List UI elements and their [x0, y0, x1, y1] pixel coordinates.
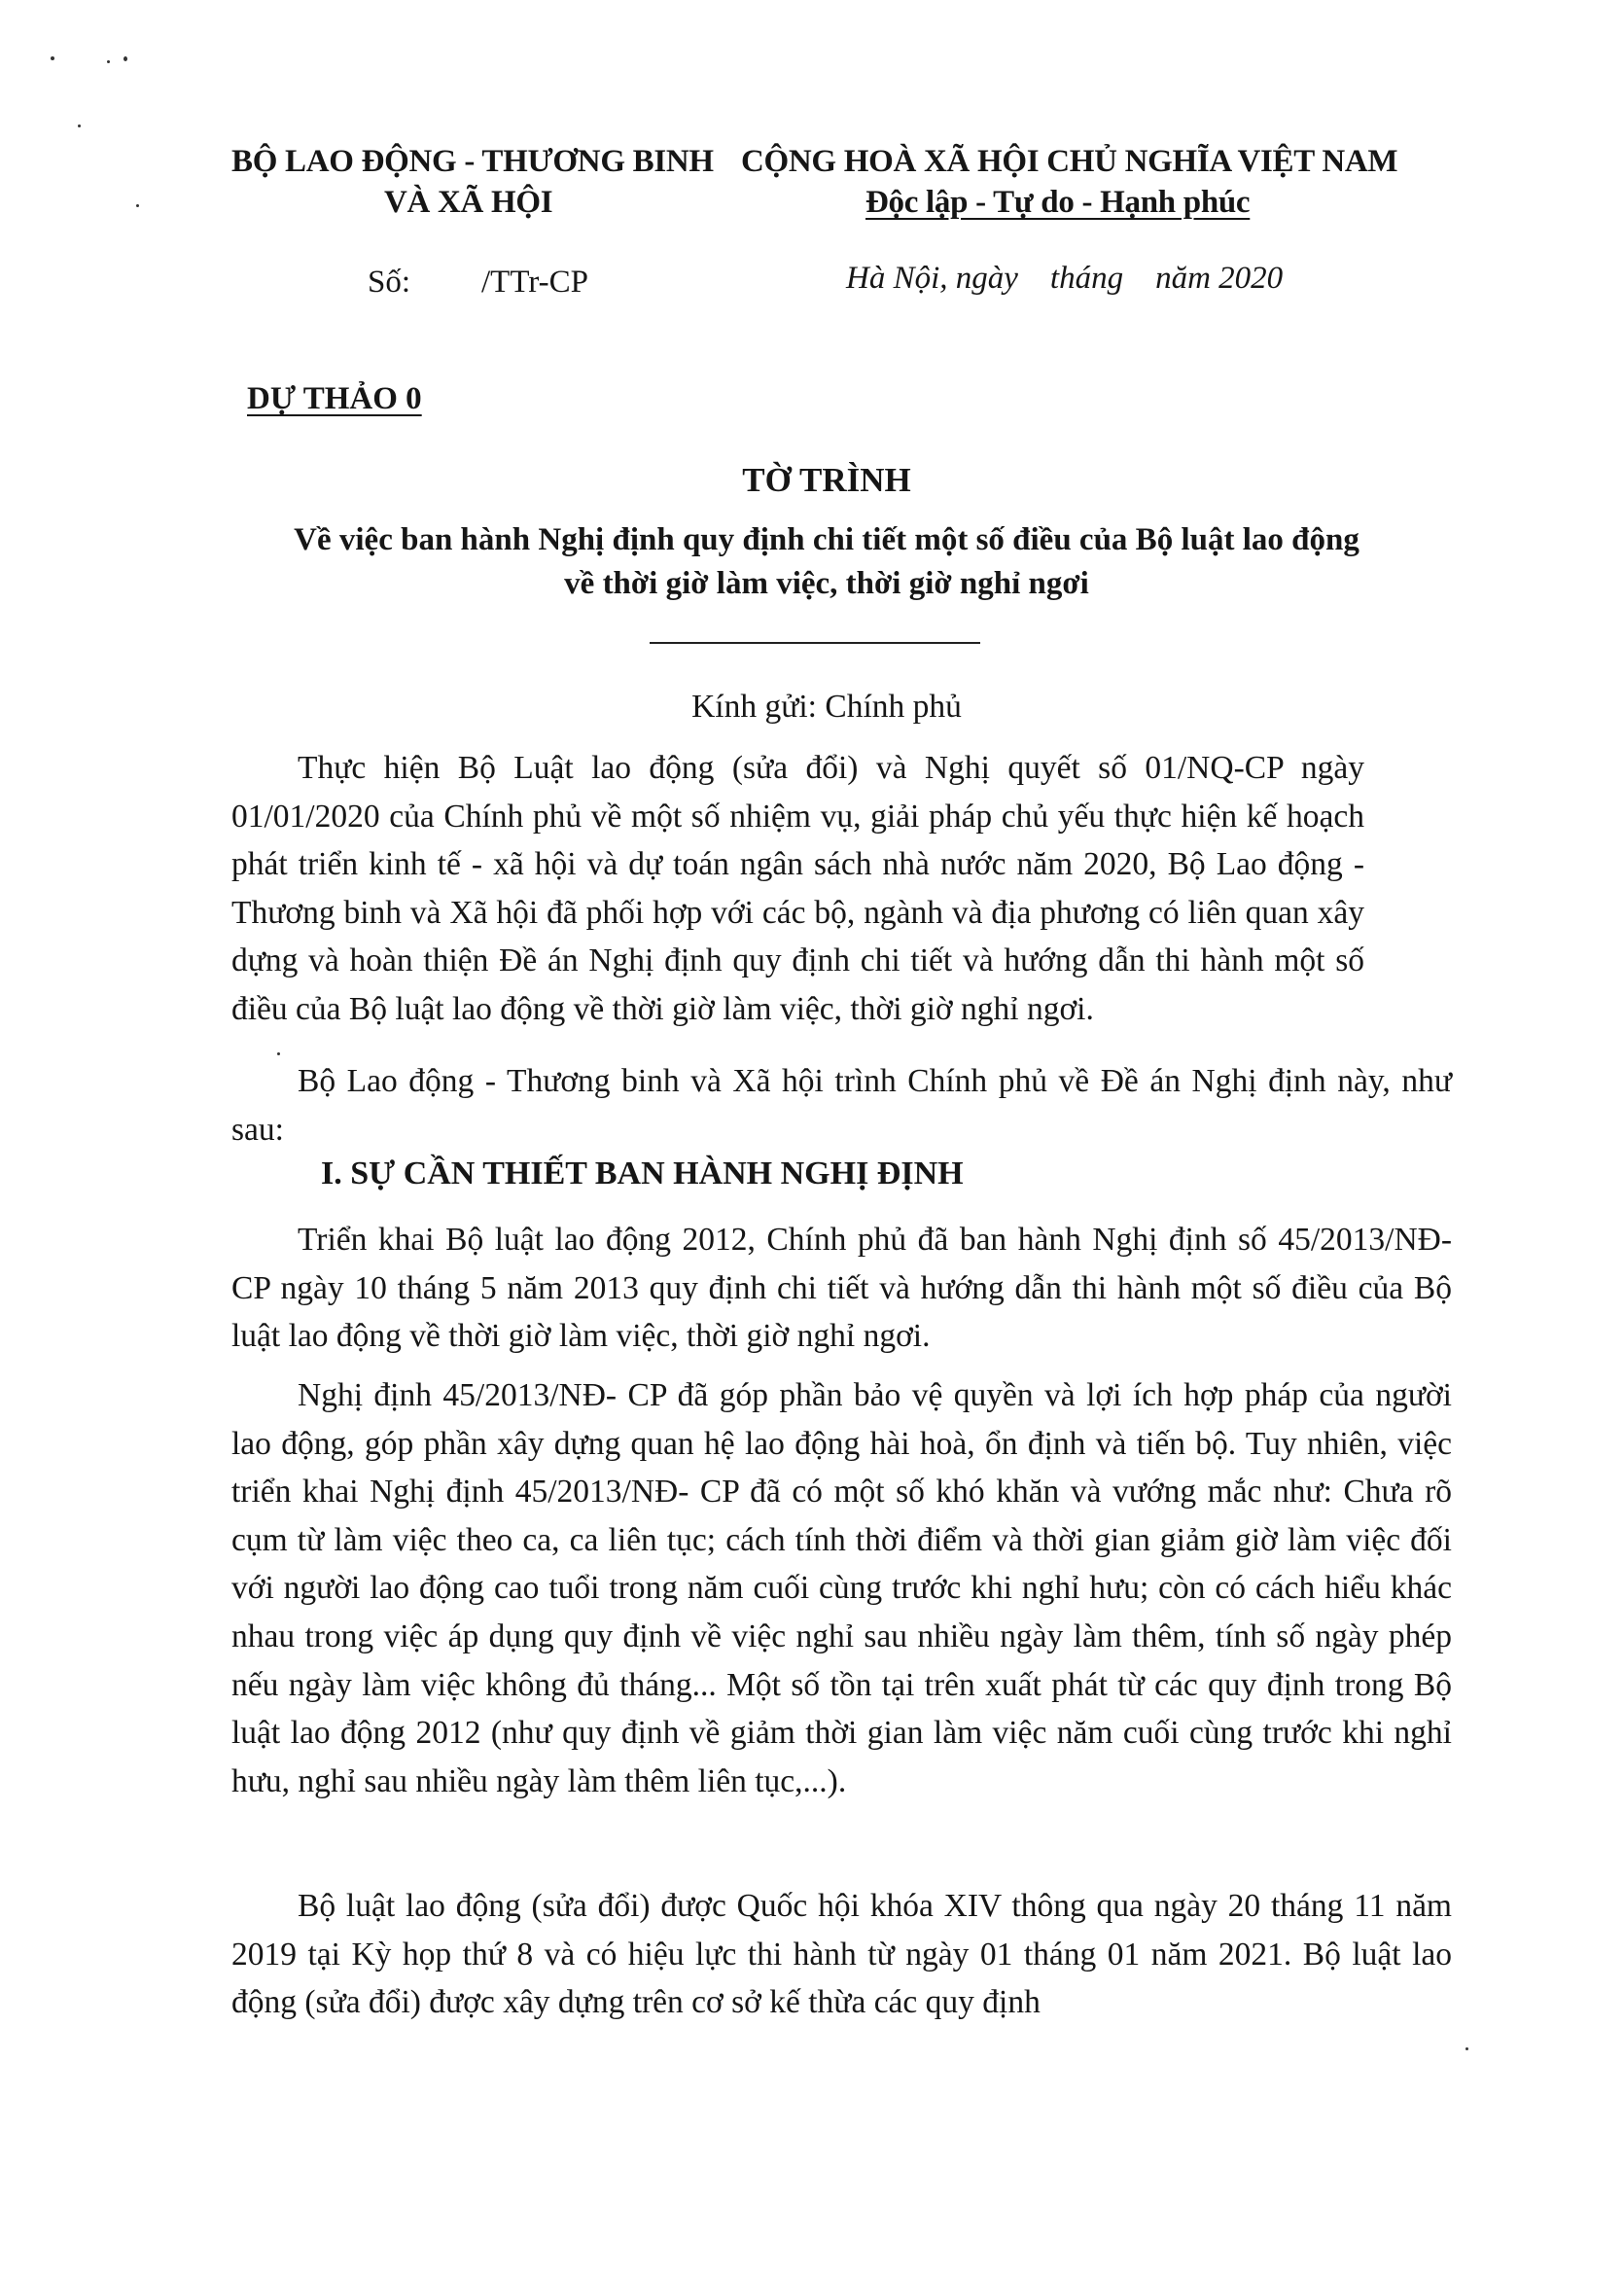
national-title: CỘNG HOÀ XÃ HỘI CHỦ NGHĨA VIỆT NAM [741, 144, 1398, 179]
draft-label: DỰ THẢO 0 [247, 381, 422, 416]
body-paragraph-2-text: Bộ Lao động - Thương binh và Xã hội trình Chính phủ về Đề án Nghị định này, như sau: [231, 1063, 1452, 1148]
document-subtitle-line2: về thời giờ làm việc, thời giờ nghỉ ngơi [564, 566, 1089, 601]
body-paragraph-4-text: Nghị định 45/2013/NĐ- CP đã góp phần bảo vệ quyền và lợi ích hợp pháp của người lao động, góp phần xây dựng quan hệ lao động hài hoà, ổn định và tiến bộ. Tuy nhiên, việc triển khai Nghị định 45/2013/NĐ- CP đã có một số khó khăn và vướng mắc như: Chưa rõ cụm từ làm việc theo ca, ca liên tục; cách tính thời điểm và thời gian giảm giờ làm việc đối với người lao động cao tuổi trong năm cuối cùng trước khi nghỉ hưu; còn có cách hiểu khác nhau trong việc áp dụng quy định về việc nghỉ sau nhiều ngày làm thêm, tính số ngày phép nếu ngày làm việc không đủ tháng... Một số tồn tại trên xuất phát từ các quy định trong Bộ luật lao động 2012 (như quy định về giảm thời gian làm việc năm cuối cùng trước khi nghỉ hưu, nghỉ sau nhiều ngày làm thêm liên tục,...). [231, 1377, 1452, 1799]
place-and-date: Hà Nội, ngày tháng năm 2020 [846, 261, 1284, 296]
document-number-suffix: /TTr-CP [481, 265, 589, 300]
scan-speck [78, 124, 81, 127]
scan-speck [1465, 2047, 1468, 2050]
body-paragraph-3-text: Triển khai Bộ luật lao động 2012, Chính phủ đã ban hành Nghị định số 45/2013/NĐ- CP ngày 10 tháng 5 năm 2013 quy định chi tiết và hướng dẫn thi hành một số điều của Bộ luật lao động về thời giờ làm việc, thời giờ nghỉ ngơi. [231, 1222, 1452, 1355]
addressee: Kính gửi: Chính phủ [691, 689, 962, 725]
scan-speck [124, 56, 127, 61]
section-heading-1: I. SỰ CẦN THIẾT BAN HÀNH NGHỊ ĐỊNH [321, 1155, 964, 1191]
national-motto: Độc lập - Tự do - Hạnh phúc [865, 185, 1251, 220]
body-paragraph-5 [231, 1882, 1452, 2027]
title-separator [650, 642, 980, 644]
body-paragraph-4 [231, 1371, 1452, 1805]
body-paragraph-2 [231, 1057, 1452, 1154]
scan-speck [277, 1052, 280, 1055]
document-title: TỜ TRÌNH [742, 461, 911, 499]
ministry-name-line2: VÀ XÃ HỘI [384, 185, 553, 220]
scan-speck [136, 204, 139, 207]
ministry-name-line1: BỘ LAO ĐỘNG - THƯƠNG BINH [231, 144, 714, 179]
scan-speck [51, 56, 54, 60]
scan-speck [107, 60, 110, 63]
body-paragraph-1-text: Thực hiện Bộ Luật lao động (sửa đổi) và Nghị quyết số 01/NQ-CP ngày 01/01/2020 của Chính phủ về một số nhiệm vụ, giải pháp chủ yếu thực hiện kế hoạch phát triển kinh tế - xã hội và dự toán ngân sách nhà nước năm 2020, Bộ Lao động - Thương binh và Xã hội đã phối hợp với các bộ, ngành và địa phương có liên quan xây dựng và hoàn thiện Đề án Nghị định quy định chi tiết và hướng dẫn thi hành một số điều của Bộ luật lao động về thời giờ làm việc, thời giờ nghỉ ngơi. [231, 750, 1364, 1027]
document-number-label: Số: [368, 265, 411, 300]
body-paragraph-5-text: Bộ luật lao động (sửa đổi) được Quốc hội khóa XIV thông qua ngày 20 tháng 11 năm 2019 tại Kỳ họp thứ 8 và có hiệu lực thi hành từ ngày 01 tháng 01 năm 2021. Bộ luật lao động (sửa đổi) được xây dựng trên cơ sở kế thừa các quy định [231, 1888, 1452, 2021]
document-subtitle-line1: Về việc ban hành Nghị định quy định chi tiết một số điều của Bộ luật lao động [294, 522, 1359, 557]
body-paragraph-1 [231, 744, 1364, 1034]
body-paragraph-3 [231, 1216, 1452, 1361]
